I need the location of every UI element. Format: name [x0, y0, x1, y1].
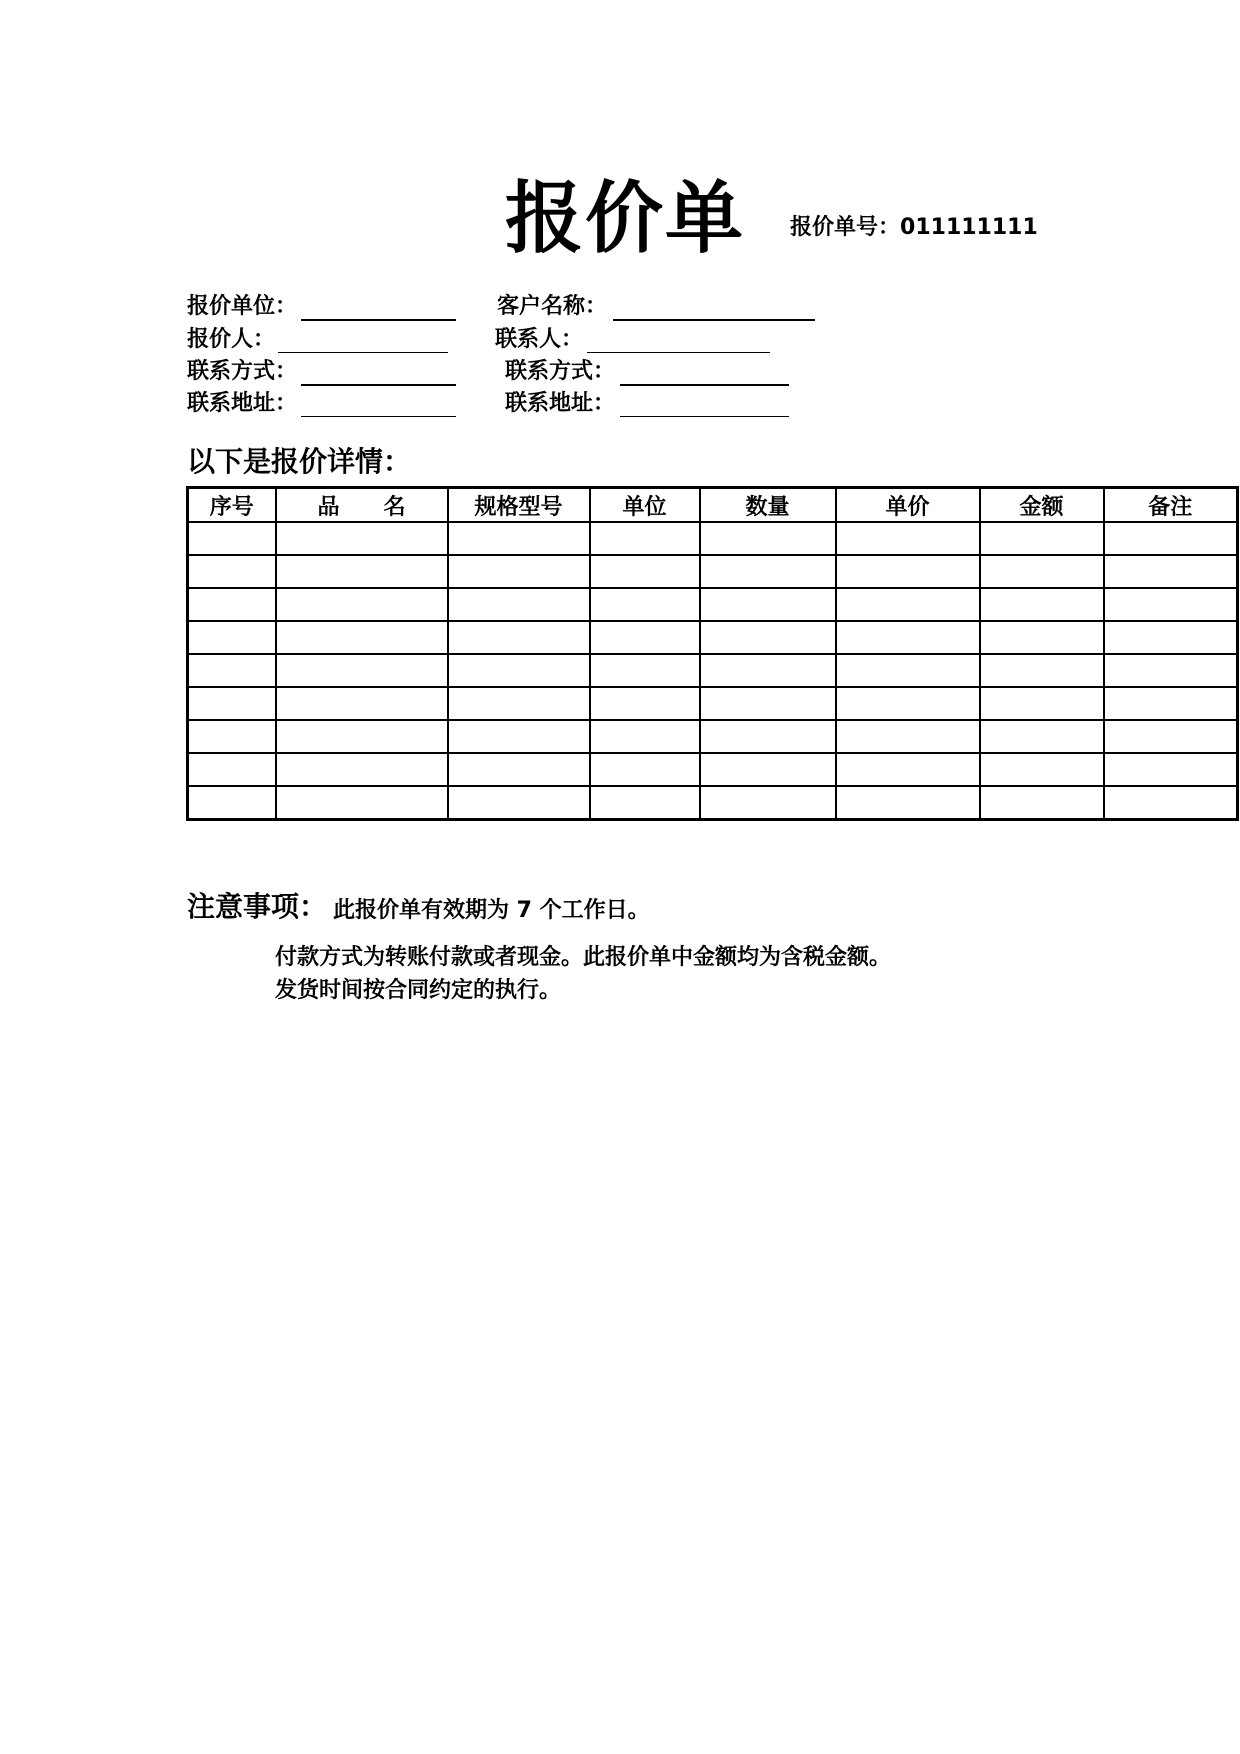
table-cell[interactable] — [276, 687, 448, 720]
table-cell[interactable] — [188, 555, 276, 588]
quote-number-label: 报价单号： — [790, 215, 901, 240]
table-cell[interactable] — [276, 786, 448, 820]
table-cell[interactable] — [980, 786, 1104, 820]
table-cell[interactable] — [276, 753, 448, 786]
table-cell[interactable] — [590, 720, 700, 753]
table-cell[interactable] — [980, 720, 1104, 753]
table-cell[interactable] — [1104, 753, 1238, 786]
table-cell[interactable] — [1104, 687, 1238, 720]
table-row — [188, 654, 1238, 687]
table-cell[interactable] — [448, 555, 590, 588]
quote-number-value: 011111111 — [900, 215, 1038, 240]
column-header-remarks: 备注 — [1104, 488, 1238, 523]
document-title: 报价单 — [505, 174, 746, 264]
table-cell[interactable] — [276, 621, 448, 654]
table-cell[interactable] — [188, 786, 276, 820]
quoter-blank[interactable] — [278, 352, 448, 353]
table-cell[interactable] — [700, 522, 836, 555]
table-cell[interactable] — [590, 654, 700, 687]
table-cell[interactable] — [1104, 621, 1238, 654]
table-cell[interactable] — [188, 621, 276, 654]
table-cell[interactable] — [1104, 522, 1238, 555]
table-row — [188, 555, 1238, 588]
table-cell[interactable] — [836, 720, 980, 753]
table-row — [188, 522, 1238, 555]
column-header-unit: 单位 — [590, 488, 700, 523]
contact-address-label-right: 联系地址： — [505, 391, 616, 416]
quoter-label: 报价人： — [187, 327, 276, 352]
details-section-title: 以下是报价详情： — [187, 445, 412, 478]
table-cell[interactable] — [276, 654, 448, 687]
contact-method-label-left: 联系方式： — [187, 359, 298, 384]
contact-method-label-right: 联系方式： — [505, 359, 616, 384]
contact-method-blank-left[interactable] — [301, 384, 456, 386]
table-cell[interactable] — [448, 720, 590, 753]
table-cell[interactable] — [448, 588, 590, 621]
table-cell[interactable] — [700, 720, 836, 753]
contact-address-blank-right[interactable] — [620, 416, 789, 417]
table-cell[interactable] — [836, 687, 980, 720]
quoting-company-blank[interactable] — [301, 319, 456, 321]
table-cell[interactable] — [980, 555, 1104, 588]
table-cell[interactable] — [590, 621, 700, 654]
quoting-company-label: 报价单位： — [187, 294, 298, 319]
customer-name-blank[interactable] — [613, 319, 815, 321]
table-cell[interactable] — [700, 654, 836, 687]
table-cell[interactable] — [980, 522, 1104, 555]
column-header-unit-price: 单价 — [836, 488, 980, 523]
table-row — [188, 753, 1238, 786]
table-cell[interactable] — [980, 588, 1104, 621]
note-line-delivery: 发货时间按合同约定的执行。 — [275, 978, 562, 1003]
column-header-amount: 金额 — [980, 488, 1104, 523]
note-line-validity: 此报价单有效期为 7 个工作日。 — [333, 898, 650, 923]
table-cell[interactable] — [188, 753, 276, 786]
contact-address-label-left: 联系地址： — [187, 391, 298, 416]
table-cell[interactable] — [836, 588, 980, 621]
table-cell[interactable] — [700, 588, 836, 621]
table-cell[interactable] — [836, 555, 980, 588]
table-cell[interactable] — [188, 588, 276, 621]
table-row — [188, 720, 1238, 753]
table-cell[interactable] — [188, 654, 276, 687]
table-cell[interactable] — [448, 654, 590, 687]
table-cell[interactable] — [276, 555, 448, 588]
contact-person-blank[interactable] — [587, 352, 770, 353]
table-cell[interactable] — [836, 786, 980, 820]
table-cell[interactable] — [980, 753, 1104, 786]
table-cell[interactable] — [1104, 555, 1238, 588]
table-cell[interactable] — [1104, 588, 1238, 621]
table-cell[interactable] — [836, 621, 980, 654]
table-cell[interactable] — [700, 753, 836, 786]
table-cell[interactable] — [448, 522, 590, 555]
table-cell[interactable] — [980, 654, 1104, 687]
table-cell[interactable] — [836, 753, 980, 786]
table-row — [188, 786, 1238, 820]
table-cell[interactable] — [1104, 720, 1238, 753]
table-cell[interactable] — [188, 720, 276, 753]
table-cell[interactable] — [836, 522, 980, 555]
table-row — [188, 621, 1238, 654]
table-cell[interactable] — [700, 687, 836, 720]
contact-person-label: 联系人： — [495, 327, 584, 352]
table-cell[interactable] — [276, 720, 448, 753]
table-row — [188, 687, 1238, 720]
table-cell[interactable] — [590, 522, 700, 555]
table-cell[interactable] — [276, 522, 448, 555]
table-cell[interactable] — [448, 687, 590, 720]
table-cell[interactable] — [700, 621, 836, 654]
table-cell[interactable] — [590, 786, 700, 820]
table-header-row — [188, 488, 1238, 523]
table-row — [188, 588, 1238, 621]
notes-heading: 注意事项： — [187, 890, 328, 923]
column-header-spec-model: 规格型号 — [448, 488, 590, 523]
column-header-index: 序号 — [188, 488, 276, 523]
table-cell[interactable] — [700, 555, 836, 588]
table-cell[interactable] — [980, 621, 1104, 654]
quote-details-table — [186, 486, 1239, 821]
table-cell[interactable] — [1104, 786, 1238, 820]
table-cell[interactable] — [448, 786, 590, 820]
contact-address-blank-left[interactable] — [301, 416, 456, 417]
table-cell[interactable] — [590, 588, 700, 621]
column-header-product-name: 品 名 — [276, 488, 448, 523]
table-cell[interactable] — [590, 555, 700, 588]
table-cell[interactable] — [590, 687, 700, 720]
quote-number — [790, 210, 1038, 241]
table-cell[interactable] — [700, 786, 836, 820]
table-cell[interactable] — [276, 588, 448, 621]
column-header-quantity: 数量 — [700, 488, 836, 523]
table-cell[interactable] — [448, 753, 590, 786]
customer-name-label: 客户名称： — [497, 294, 608, 319]
table-cell[interactable] — [590, 753, 700, 786]
table-cell[interactable] — [980, 687, 1104, 720]
table-cell[interactable] — [448, 621, 590, 654]
table-cell[interactable] — [836, 654, 980, 687]
table-cell[interactable] — [1104, 654, 1238, 687]
note-line-payment: 付款方式为转账付款或者现金。此报价单中金额均为含税金额。 — [275, 945, 892, 970]
table-cell[interactable] — [188, 687, 276, 720]
contact-method-blank-right[interactable] — [620, 384, 789, 386]
table-cell[interactable] — [188, 522, 276, 555]
